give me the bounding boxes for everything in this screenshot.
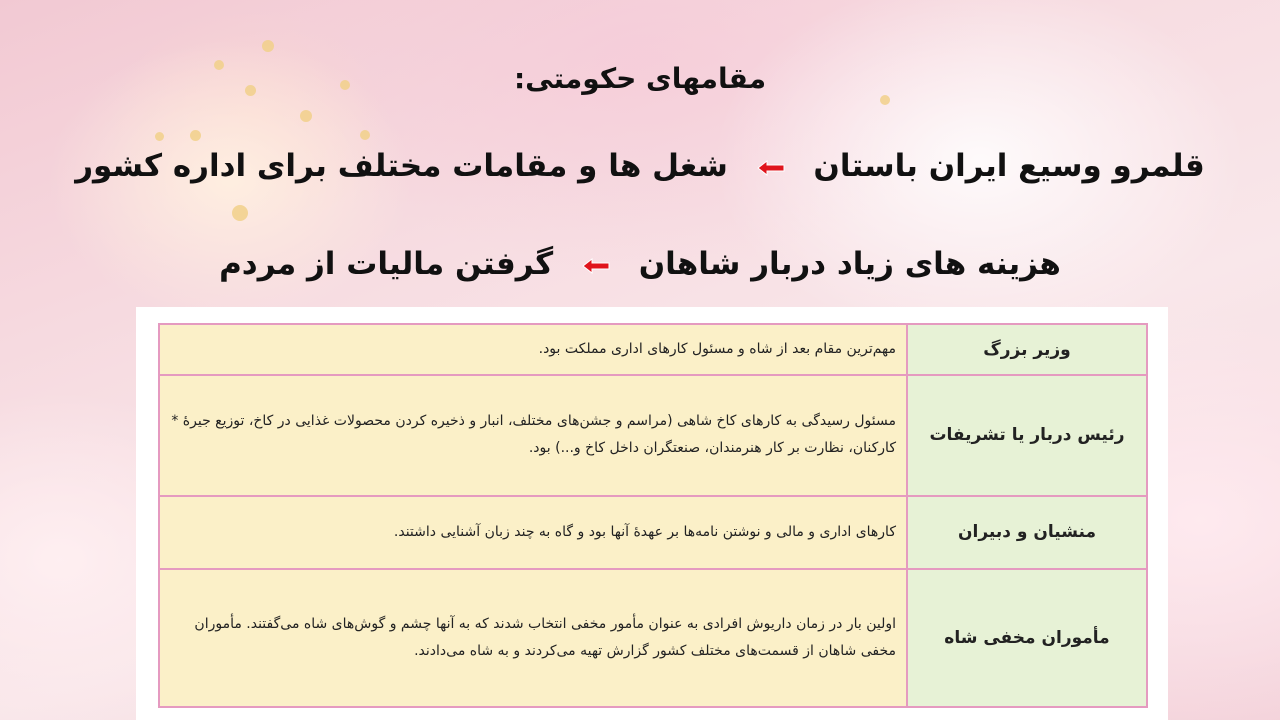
position-name: رئیس دربار یا تشریفات — [907, 375, 1147, 496]
table-row — [159, 375, 1147, 496]
stamen-dot — [360, 130, 370, 140]
position-description: مسئول رسیدگی به کارهای کاخ شاهی (مراسم و جشن‌های مختلف، انبار و ذخیره کردن محصولات غذایی در کاخ، توزیع جیرهٔ * کارکنان، نظارت بر کار هنرمندان، صنعتگران داخل کاخ و...) بود. — [159, 375, 907, 496]
red-arrow-left-icon — [582, 258, 610, 274]
stamen-dot — [232, 205, 248, 221]
slide-line-2 — [0, 246, 1280, 282]
government-positions-table — [158, 323, 1148, 708]
stamen-dot — [190, 130, 201, 141]
position-description: مهم‌ترین مقام بعد از شاه و مسئول کارهای اداری مملکت بود. — [159, 324, 907, 375]
line1-cause: قلمرو وسیع ایران باستان — [813, 148, 1205, 184]
red-arrow-left-icon — [757, 160, 785, 176]
stamen-dot — [880, 95, 890, 105]
table-row — [159, 324, 1147, 375]
line2-cause: هزینه های زیاد دربار شاهان — [638, 246, 1061, 282]
stamen-dot — [300, 110, 312, 122]
position-name: وزیر بزرگ — [907, 324, 1147, 375]
slide-line-1 — [0, 148, 1280, 184]
slide-title-text: مقامهای حکومتی: — [513, 62, 767, 95]
line2-effect: گرفتن مالیات از مردم — [219, 246, 554, 282]
stamen-dot — [155, 132, 164, 141]
line1-effect: شغل ها و مقامات مختلف برای اداره کشور — [75, 148, 728, 184]
government-positions-table-card — [136, 307, 1168, 720]
position-name: مأموران مخفی شاه — [907, 569, 1147, 707]
position-description: اولین بار در زمان داریوش افرادی به عنوان مأمور مخفی انتخاب شدند که به آنها چشم و گوش‌های شاه می‌گفتند. مأموران مخفی شاهان از قسمت‌های مختلف کشور گزارش تهیه می‌کردند و به شاه می‌دادند. — [159, 569, 907, 707]
position-name: منشیان و دبیران — [907, 496, 1147, 570]
table-row — [159, 569, 1147, 707]
position-description: کارهای اداری و مالی و نوشتن نامه‌ها بر عهدهٔ آنها بود و گاه به چند زبان آشنایی داشتند. — [159, 496, 907, 570]
stamen-dot — [262, 40, 274, 52]
slide-title — [0, 62, 1280, 95]
table-row — [159, 496, 1147, 570]
